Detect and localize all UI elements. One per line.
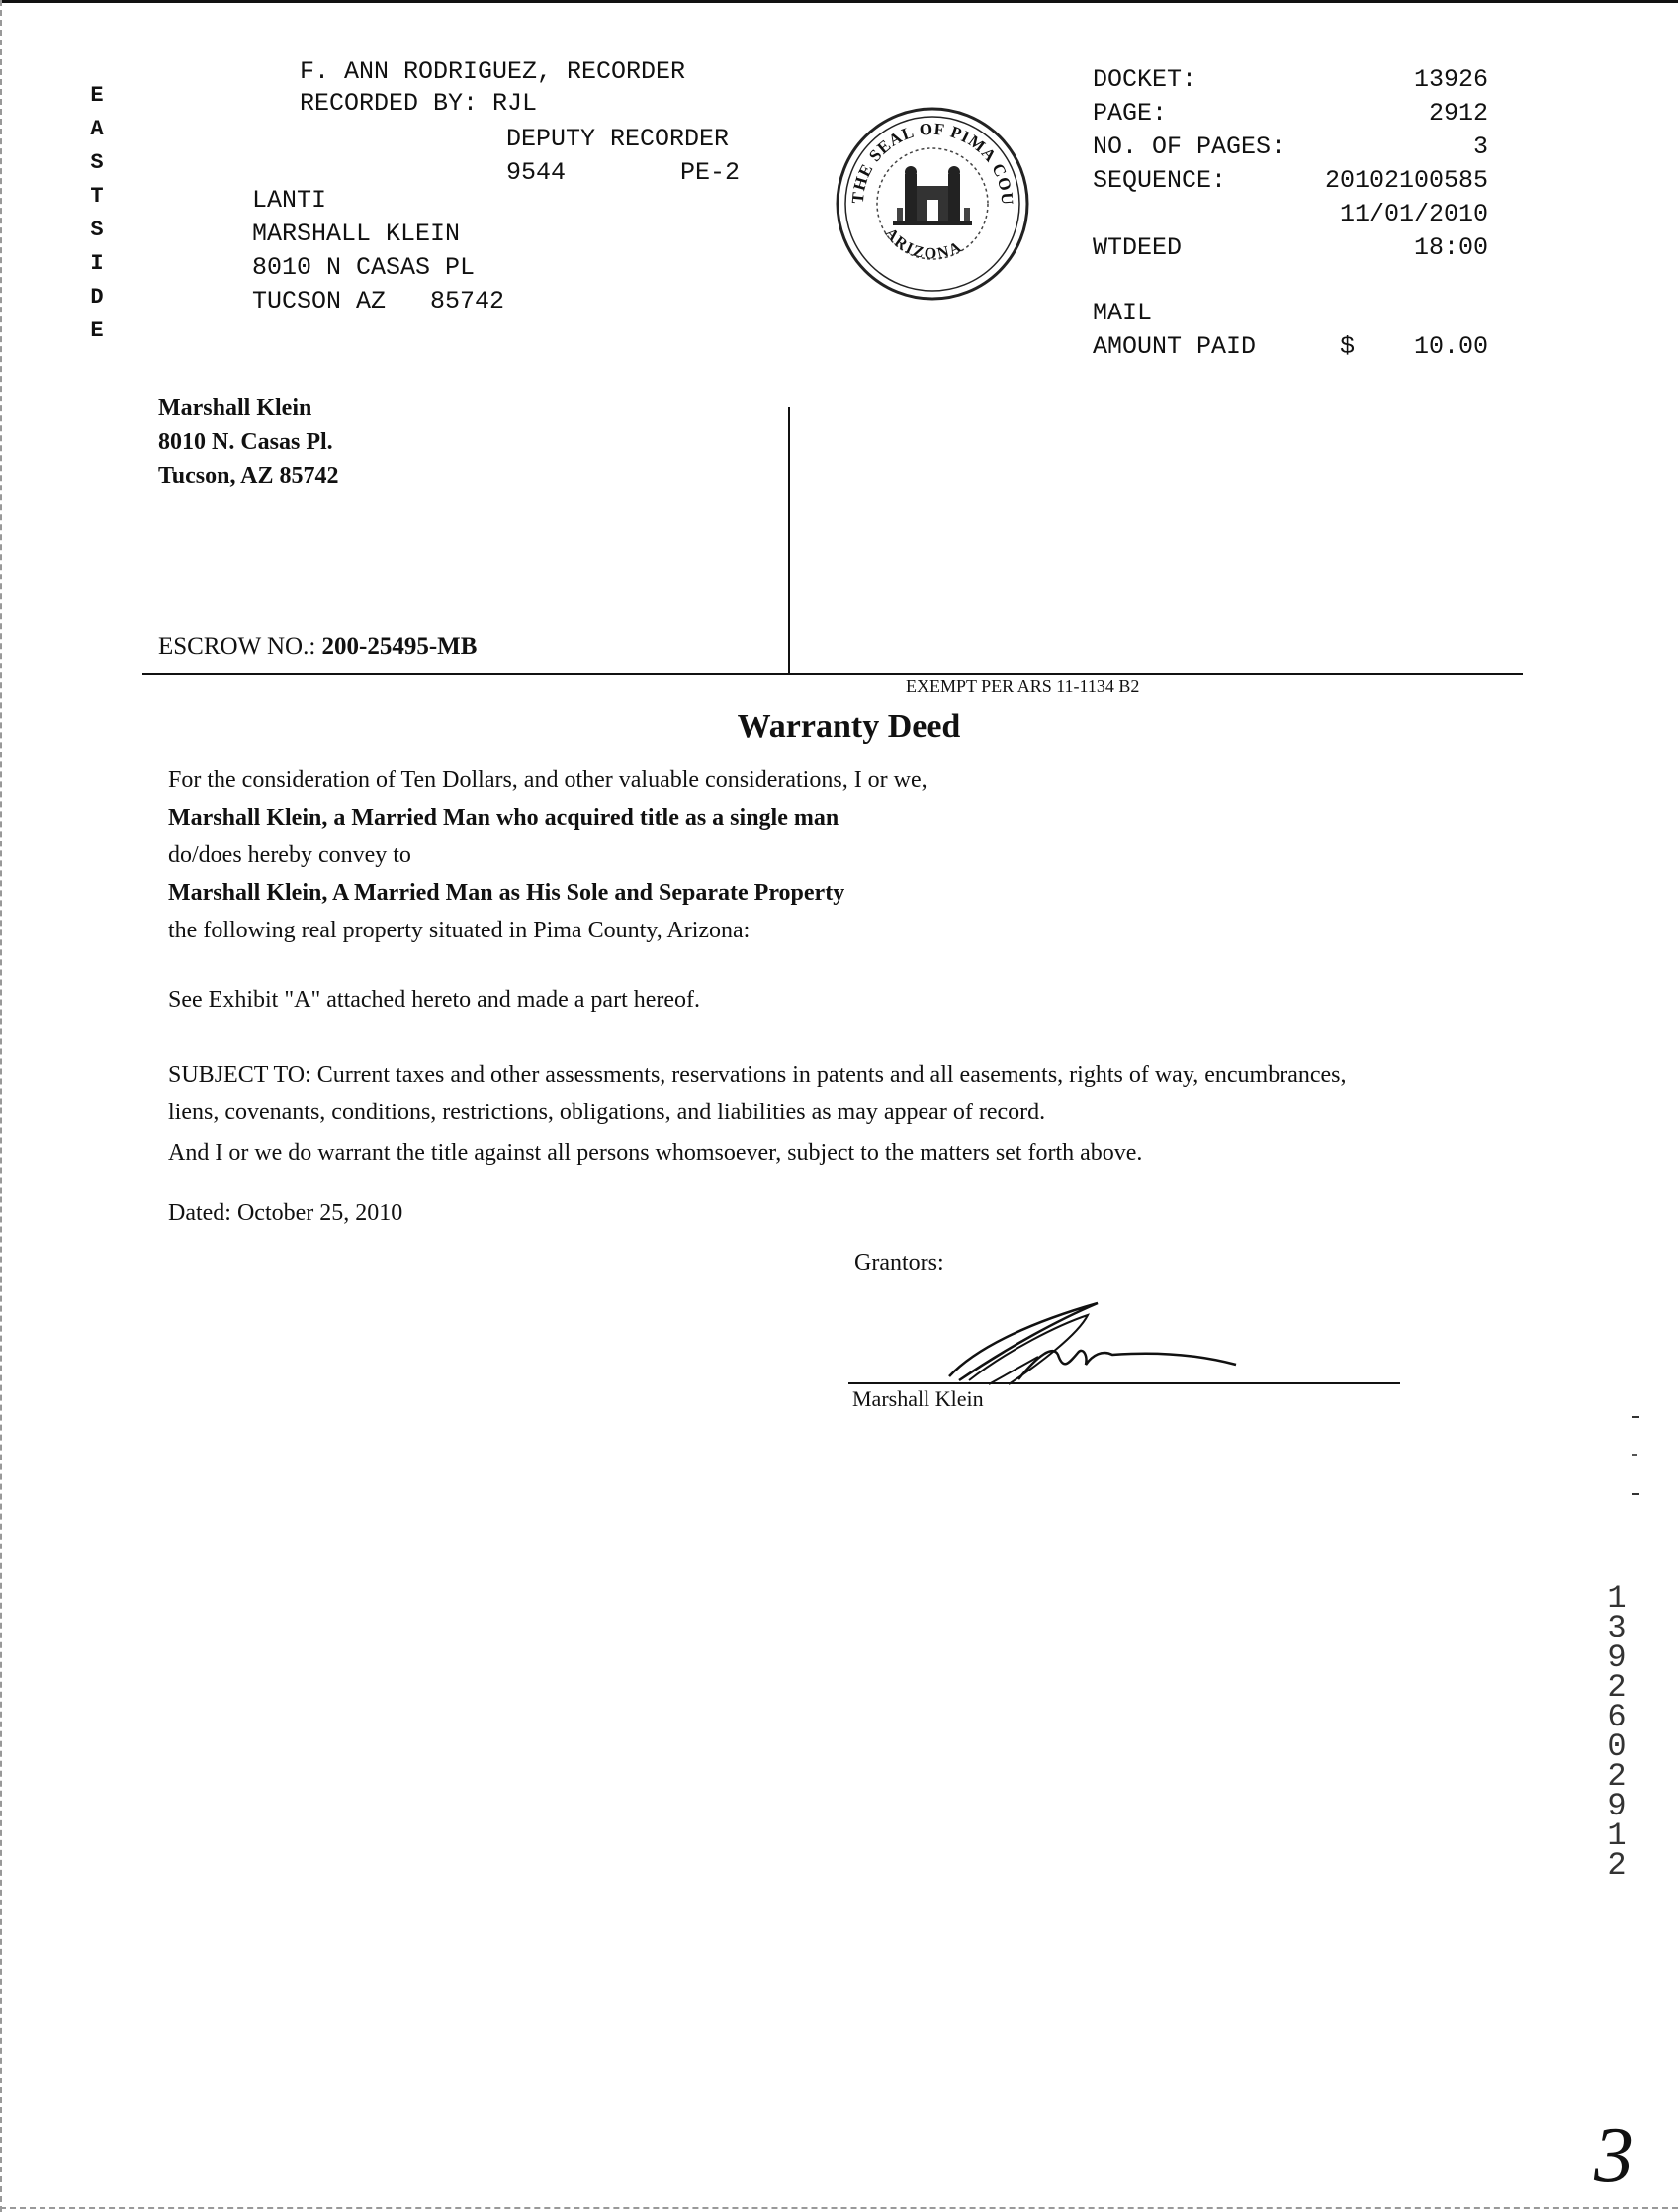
horizontal-divider: [142, 673, 1523, 675]
side-label-letter: D: [90, 285, 104, 310]
amount-row: [1093, 330, 1488, 364]
margin-mark: [1632, 1416, 1639, 1418]
sequence-row: [1093, 164, 1488, 198]
party-city-state: TUCSON AZ: [252, 287, 387, 315]
currency-symbol: $: [1340, 332, 1356, 361]
signature-line: [848, 1382, 1400, 1384]
subject-to-paragraph: [168, 1056, 1552, 1131]
pages-row: [1093, 131, 1488, 164]
recorder-code-left: 9544: [506, 158, 567, 187]
deed-body: [168, 761, 1533, 949]
signer-name: Marshall Klein: [852, 1386, 984, 1411]
subject-to-line-2: liens, covenants, conditions, restrictions, obligations, and liabilities as may appear of record.: [168, 1100, 1046, 1125]
amount-value: 10.00: [1413, 332, 1488, 361]
seal-bottom-text: ARIZONA: [881, 224, 966, 263]
margin-stamp-digit: 6: [1607, 1699, 1627, 1735]
docket-value: 13926: [1413, 65, 1488, 94]
page-label: PAGE:: [1093, 99, 1168, 128]
grantor-text: Marshall Klein, a Married Man who acquired title as a single man: [168, 805, 839, 831]
return-city: Tucson, AZ 85742: [158, 463, 339, 488]
margin-stamp-digit: 9: [1607, 1788, 1627, 1824]
side-label-letter: A: [90, 117, 104, 141]
warrant-text: And I or we do warrant the title against all persons whomsoever, subject to the matters set forth above.: [168, 1140, 1143, 1166]
page-value: 2912: [1428, 99, 1488, 128]
consideration-text: For the consideration of Ten Dollars, and other valuable considerations, I or we,: [168, 767, 927, 793]
escrow-number-line: [158, 633, 477, 661]
margin-stamp-digit: 1: [1607, 1580, 1627, 1617]
mail-row: [1093, 297, 1488, 330]
county-seal: [834, 105, 1031, 303]
page-row: [1093, 97, 1488, 131]
recorded-time: 18:00: [1413, 233, 1488, 262]
margin-stamp-digit: 9: [1607, 1639, 1627, 1676]
side-label-letter: E: [90, 83, 104, 108]
left-margin-edge: [0, 0, 5, 2212]
convey-text: do/does hereby convey to: [168, 842, 411, 868]
type-row: [1093, 231, 1488, 265]
property-location-text: the following real property situated in Pima County, Arizona:: [168, 918, 751, 943]
recorded-date: 11/01/2010: [1339, 200, 1488, 228]
party-zip: 85742: [430, 287, 505, 315]
margin-stamp-digit: 2: [1607, 1847, 1627, 1884]
bottom-margin-edge: [0, 2207, 1678, 2209]
margin-stamp-digit: 3: [1607, 1610, 1627, 1646]
exhibit-text: See Exhibit "A" attached hereto and made a part hereof.: [168, 987, 701, 1013]
date-row: [1093, 198, 1488, 231]
top-border: [0, 0, 1678, 3]
return-street: 8010 N. Casas Pl.: [158, 429, 333, 455]
grantee-text: Marshall Klein, A Married Man as His Sole and Separate Property: [168, 880, 845, 906]
grantors-label: Grantors:: [854, 1250, 944, 1276]
side-label-letter: T: [90, 184, 104, 209]
party-name: MARSHALL KLEIN: [252, 220, 461, 248]
margin-stamp-digit: 2: [1607, 1669, 1627, 1706]
side-label-letter: S: [90, 150, 104, 175]
exempt-note: EXEMPT PER ARS 11-1134 B2: [906, 676, 1140, 696]
pages-value: 3: [1472, 133, 1488, 161]
deputy-recorder: DEPUTY RECORDER: [506, 125, 730, 153]
side-label-letter: I: [90, 251, 104, 276]
margin-stamp-digit: 1: [1607, 1817, 1627, 1854]
mission-building-icon: [893, 166, 972, 225]
recorded-by: RECORDED BY: RJL: [300, 89, 538, 118]
subject-to-line-1: SUBJECT TO: Current taxes and other assessments, reservations in patents and all easements, rights of way, encumbrances,: [168, 1062, 1347, 1088]
pages-label: NO. OF PAGES:: [1093, 133, 1286, 161]
margin-stamp-digit: 2: [1607, 1758, 1627, 1795]
document-type: WTDEED: [1093, 233, 1183, 262]
sequence-label: SEQUENCE:: [1093, 166, 1227, 195]
escrow-number: 200-25495-MB: [321, 633, 478, 660]
docket-label: DOCKET:: [1093, 65, 1197, 94]
seal-top-text: THE SEAL OF PIMA COU: [847, 119, 1017, 207]
dated-text: Dated: October 25, 2010: [168, 1200, 403, 1226]
party-code: LANTI: [252, 186, 327, 215]
side-label-letter: E: [90, 318, 104, 343]
vertical-divider: [788, 407, 790, 674]
mail-label: MAIL: [1093, 299, 1153, 327]
margin-mark: [1632, 1493, 1639, 1495]
recorder-code-right: PE-2: [680, 158, 741, 187]
sequence-value: 20102100585: [1324, 166, 1488, 195]
escrow-label: ESCROW NO.:: [158, 633, 316, 660]
recorder-name: F. ANN RODRIGUEZ, RECORDER: [300, 57, 686, 86]
return-name: Marshall Klein: [158, 396, 312, 421]
party-street: 8010 N CASAS PL: [252, 253, 476, 282]
margin-mark: [1632, 1454, 1637, 1456]
margin-stamp-digit: 0: [1607, 1728, 1627, 1765]
svg-text:ARIZONA: [882, 225, 966, 263]
deed-title: Warranty Deed: [737, 708, 961, 745]
amount-label: AMOUNT PAID: [1093, 332, 1257, 361]
handwritten-page-number: 3: [1594, 2112, 1634, 2199]
return-address: [158, 392, 339, 492]
docket-row: [1093, 63, 1488, 97]
side-label-letter: S: [90, 218, 104, 242]
